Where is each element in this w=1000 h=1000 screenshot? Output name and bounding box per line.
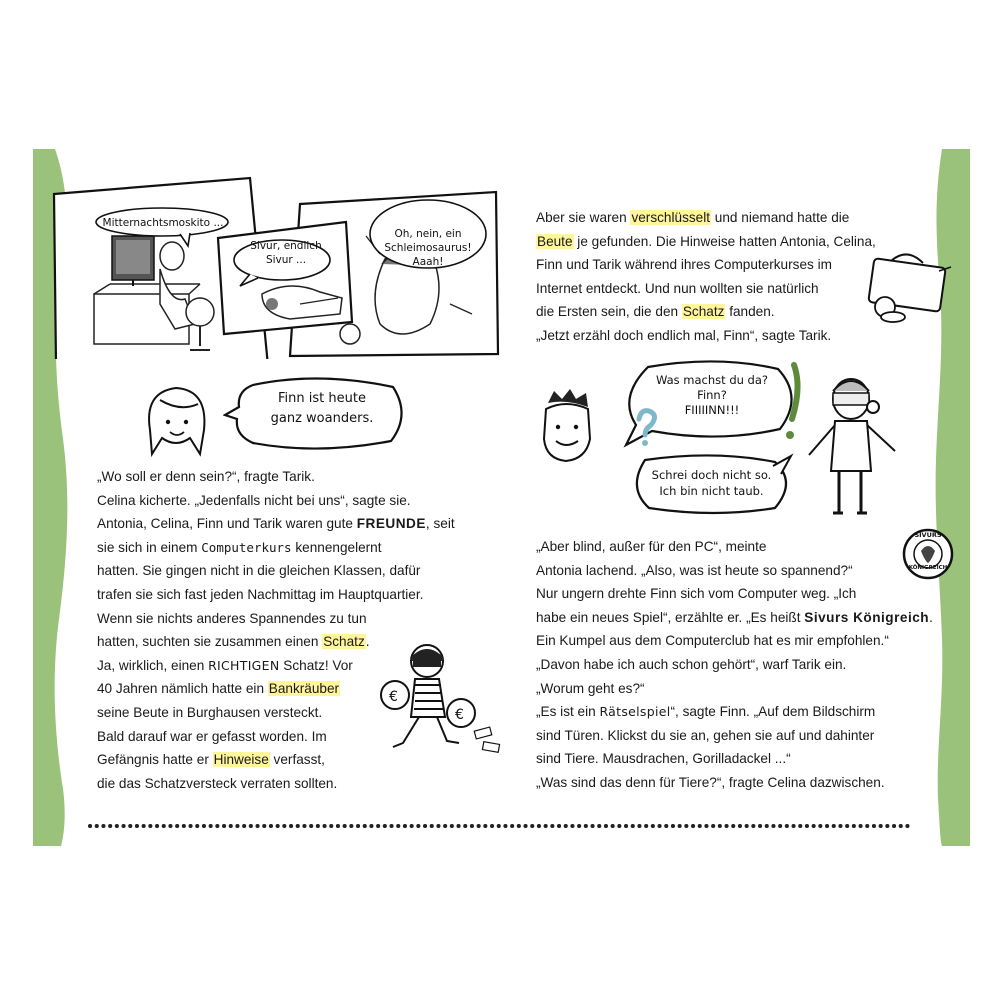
text-line: Bald darauf war er gefasst worden. Im xyxy=(97,728,327,744)
text-span: , seit xyxy=(425,516,455,532)
tarik-bubble-text xyxy=(637,373,787,418)
text-span: 40 Jahren nämlich hatte ein xyxy=(97,681,268,697)
keyword-sivurs-koenigreich: Sivurs Königreich xyxy=(804,609,930,625)
panel3-bubble-line: Aaah! xyxy=(412,256,444,268)
text-span: kennengelernt xyxy=(291,539,382,555)
finn-figure xyxy=(801,371,911,521)
text-line: „Worum geht es?“ xyxy=(536,680,645,696)
text-line: „Jetzt erzähl doch endlich mal, Finn“, sagte Tarik. xyxy=(536,327,832,343)
svg-text:€: € xyxy=(455,707,464,723)
right-page-text-top xyxy=(536,206,876,348)
text-line: Celina kicherte. „Jedenfalls nicht bei uns“, sagte sie. xyxy=(97,492,411,508)
text-line xyxy=(536,606,933,630)
keyword-hinweise: Hinweise xyxy=(213,752,269,768)
text-span: je gefunden. Die Hinweise hatten Antonia, Celina, xyxy=(573,233,876,249)
tarik-bubble-line: FIIIIINN!!! xyxy=(684,403,740,417)
right-page-text-bottom xyxy=(536,535,933,795)
text-line: sind Türen. Klickst du sie an, gehen sie auf und dahinter xyxy=(536,727,875,743)
text-line: sind Tiere. Mausdrachen, Gorilladackel ...“ xyxy=(536,751,791,767)
text-line: „Wo soll er denn sein?“, fragte Tarik. xyxy=(97,469,315,484)
panel2-bubble-text xyxy=(231,239,341,267)
treasure-suitcase-illustration xyxy=(861,241,957,327)
keyword-richtigen: RICHTIGEN xyxy=(208,657,280,673)
keyword-raetselspiel: Rätselspiel xyxy=(599,704,671,720)
text-span: Aber sie waren xyxy=(536,210,631,225)
text-span: Schatz! Vor xyxy=(279,657,353,673)
text-span: „Es ist ein xyxy=(536,704,600,720)
text-line xyxy=(536,230,876,254)
text-line xyxy=(97,536,455,560)
text-line: Ein Kumpel aus dem Computerclub hat es mir empfohlen.“ xyxy=(536,633,889,649)
svg-text:€: € xyxy=(389,689,398,705)
panel3-bubble-line: Oh, nein, ein xyxy=(394,228,462,240)
panel2-bubble-line: Sivur, endlich xyxy=(250,240,322,252)
text-span: und niemand hatte die xyxy=(711,210,850,225)
text-line: Nur ungern drehte Finn sich vom Computer weg. „Ich xyxy=(536,586,857,602)
text-line: seine Beute in Burghausen versteckt. xyxy=(97,704,323,720)
finn-bubble-line: Ich bin nicht taub. xyxy=(659,484,764,498)
keyword-freunde: FREUNDE xyxy=(356,516,426,532)
text-line: die das Schatzversteck verraten sollten. xyxy=(97,775,338,791)
text-line: „Was sind das denn für Tiere?“, fragte Celina dazwischen. xyxy=(536,774,885,790)
text-line: „Aber blind, außer für den PC“, meinte xyxy=(536,539,767,554)
text-line: trafen sie sich fast jeden Nachmittag im Hauptquartier. xyxy=(97,586,424,602)
celina-bubble-line: ganz woanders. xyxy=(270,411,374,426)
keyword-beute: Beute xyxy=(537,233,573,249)
keyword-verschluesselt: verschlüsselt xyxy=(631,210,711,225)
celina-face xyxy=(140,382,212,462)
panel2-bubble-line: Sivur ... xyxy=(265,254,307,266)
keyword-schatz: Schatz xyxy=(323,634,365,650)
text-line: Antonia lachend. „Also, was ist heute so spannend?“ xyxy=(536,562,853,578)
text-line xyxy=(536,300,876,324)
text-span: sie sich in einem xyxy=(97,539,202,555)
text-span: Gefängnis hatte er xyxy=(97,752,213,768)
keyword-computerkurs: Computerkurs xyxy=(201,539,292,555)
text-span: hatten, suchten sie zusammen einen xyxy=(97,634,323,650)
text-line: hatten. Sie gingen nicht in die gleichen Klassen, dafür xyxy=(97,563,421,579)
tarik-bubble-line: Finn? xyxy=(697,388,727,402)
text-line: „Davon habe ich auch schon gehört“, warf Tarik ein. xyxy=(536,656,847,672)
finn-bubble-line: Schrei doch nicht so. xyxy=(651,468,772,482)
text-line: Wenn sie nichts anderes Spannendes zu tun xyxy=(97,610,367,626)
panel3-bubble-line: Schleimosaurus! xyxy=(384,242,472,254)
text-line xyxy=(97,512,455,536)
text-span: die Ersten sein, die den xyxy=(536,304,682,320)
text-line: Finn und Tarik während ihres Computerkurses im xyxy=(536,257,832,273)
panel1-bubble-text: Mitternachtsmoskito ... xyxy=(102,217,224,229)
dotted-divider xyxy=(88,822,910,830)
bank-robber-illustration xyxy=(375,639,505,759)
text-line xyxy=(536,700,933,724)
text-line xyxy=(536,206,876,230)
text-span: . xyxy=(365,634,370,650)
text-span: . xyxy=(929,609,933,625)
book-spread xyxy=(33,149,970,846)
keyword-schatz-2: Schatz xyxy=(682,304,725,320)
text-line: Internet entdeckt. Und nun wollten sie natürlich xyxy=(536,280,819,296)
text-span: fanden. xyxy=(725,304,775,320)
text-span: “, sagte Finn. „Auf dem Bildschirm xyxy=(670,704,876,720)
stamp-top-text: SIVURS xyxy=(914,531,942,539)
text-span: habe ein neues Spiel“, erzählte er. „Es heißt xyxy=(536,609,805,625)
panel3-bubble-text xyxy=(368,227,488,269)
keyword-bankraeuber: Bankräuber xyxy=(268,681,340,697)
celina-bubble-line: Finn ist heute xyxy=(278,391,366,406)
text-span: verfasst, xyxy=(269,752,325,768)
tarik-bubble-line: Was machst du da? xyxy=(655,373,769,387)
celina-bubble-text xyxy=(247,389,397,429)
finn-bubble-text xyxy=(639,467,784,499)
text-span: Ja, wirklich, einen xyxy=(97,657,209,673)
stamp-bottom-text: KÖNIGREICH xyxy=(908,565,948,571)
text-span: Antonia, Celina, Finn und Tarik waren gute xyxy=(97,516,357,532)
tarik-face xyxy=(536,389,598,465)
